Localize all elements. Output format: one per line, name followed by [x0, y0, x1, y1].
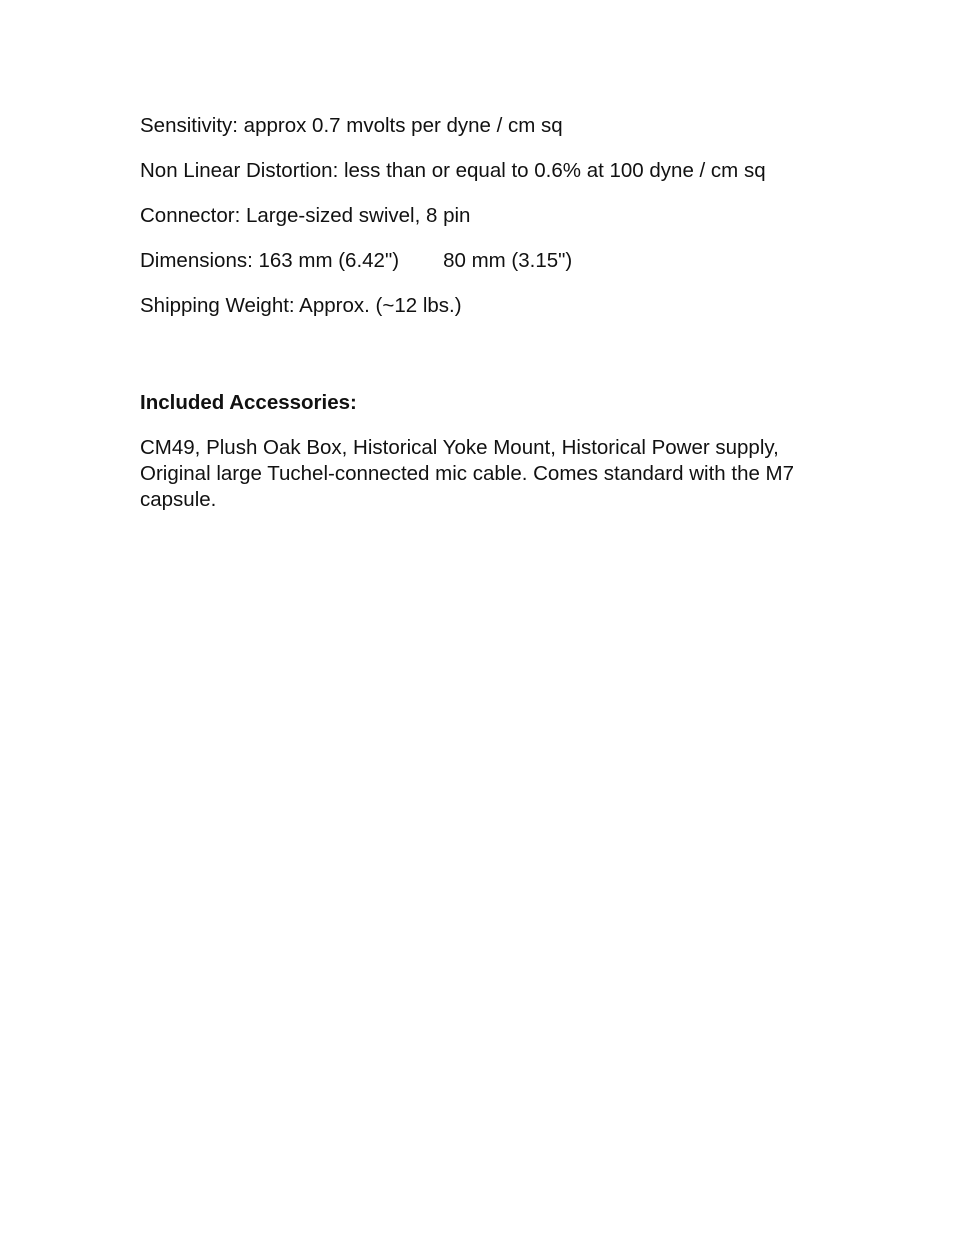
sensitivity-spec: Sensitivity: approx 0.7 mvolts per dyne / cm sq	[140, 114, 563, 137]
dimensions-primary: Dimensions: 163 mm (6.42")	[140, 249, 400, 272]
distortion-spec: Non Linear Distortion: less than or equal to 0.6% at 100 dyne / cm sq	[140, 159, 766, 182]
accessories-heading: Included Accessories:	[140, 391, 357, 414]
connector-spec: Connector: Large-sized swivel, 8 pin	[140, 204, 471, 227]
shipping-weight-spec: Shipping Weight: Approx. (~12 lbs.)	[140, 294, 462, 317]
dimensions-secondary: 80 mm (3.15")	[443, 249, 573, 272]
document-page	[140, 113, 820, 532]
accessories-text: CM49, Plush Oak Box, Historical Yoke Mount, Historical Power supply, Original large Tuchel-connected mic cable. Comes standard with the M7 capsule.	[140, 436, 795, 511]
dimensions-spec	[140, 248, 820, 274]
section-spacer	[140, 338, 820, 390]
